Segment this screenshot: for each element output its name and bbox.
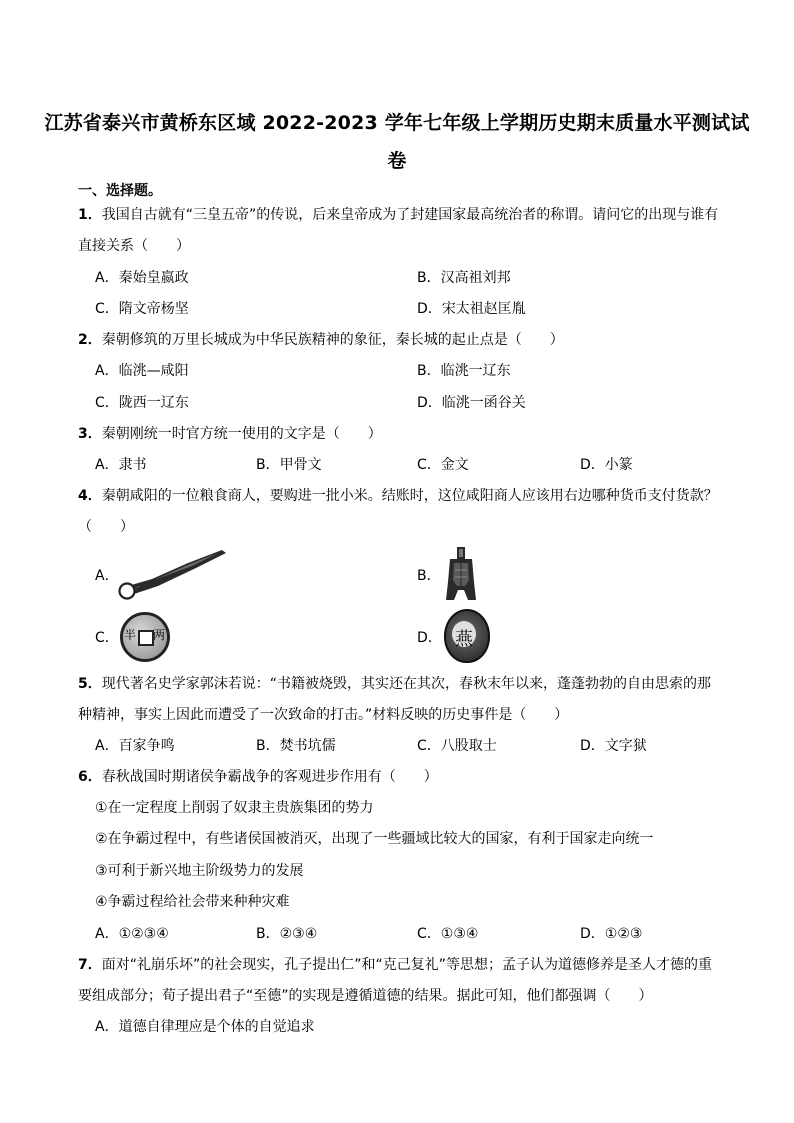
question-5: 5．现代著名史学家郭沫若说：“书籍被烧毁，其实还在其次，春秋末年以来，蓬蓬勃勃的自由思索的那: [78, 676, 712, 692]
q6-statement-3: ③可利于新兴地主阶级势力的发展: [95, 863, 304, 879]
question-1-text-cont: 直接关系（ ）: [78, 238, 190, 254]
q6-option-a[interactable]: A．①②③④: [95, 926, 169, 942]
q2-option-a[interactable]: A．临洮—咸阳: [95, 363, 189, 379]
q6-statement-2: ②在争霸过程中，有些诸侯国被消灭，出现了一些疆域比较大的国家，有利于国家走向统一: [95, 831, 654, 847]
question-1: 1．我国自古就有“三皇五帝”的传说，后来皇帝成为了封建国家最高统治者的称谓。请问它的出现与谁有: [78, 207, 719, 223]
question-3: 3．秦朝刚统一时官方统一使用的文字是（ ）: [78, 426, 382, 442]
page-title-continued: 卷: [387, 150, 407, 172]
question-4-text-cont: （ ）: [78, 519, 134, 535]
coin-char-liang: 两: [153, 628, 166, 642]
q7-option-a[interactable]: A．道德自律理应是个体的自觉追求: [95, 1019, 315, 1035]
q2-option-d[interactable]: D．临洮一函谷关: [417, 395, 526, 411]
q3-option-a[interactable]: A．隶书: [95, 457, 147, 473]
q6-option-c[interactable]: C．①③④: [417, 926, 479, 942]
question-2-text: 秦朝修筑的万里长城成为中华民族精神的象征，秦长城的起止点是（ ）: [101, 332, 564, 348]
q4-option-d[interactable]: D．: [417, 630, 442, 646]
spade-coin-image[interactable]: [444, 546, 478, 604]
page-title: 江苏省泰兴市黄桥东区域 2022-2023 学年七年级上学期历史期末质量水平测试试: [44, 112, 750, 134]
q6-option-b[interactable]: B．②③④: [256, 926, 318, 942]
knife-coin-image[interactable]: [118, 546, 230, 604]
q6-statement-1: ①在一定程度上削弱了奴隶主贵族集团的势力: [95, 800, 374, 816]
q1-option-d[interactable]: D．宋太祖赵匡胤: [417, 301, 526, 317]
question-1-text: 我国自古就有“三皇五帝”的传说，后来皇帝成为了封建国家最高统治者的称谓。请问它的出现与谁有: [101, 207, 719, 223]
q2-option-c[interactable]: C．陇西一辽东: [95, 395, 189, 411]
q5-option-a[interactable]: A．百家争鸣: [95, 738, 175, 754]
q5-option-b[interactable]: B．焚书坑儒: [256, 738, 336, 754]
q3-option-b[interactable]: B．甲骨文: [256, 457, 322, 473]
q1-option-c[interactable]: C．隋文帝杨坚: [95, 301, 189, 317]
question-7-text: 面对“礼崩乐坏”的社会现实，孔子提出仁”和“克己复礼”等思想；孟子认为道德修养是圣人才德的重: [101, 957, 713, 973]
q4-option-c[interactable]: C．: [95, 630, 119, 646]
q3-option-d[interactable]: D．小篆: [580, 457, 633, 473]
q4-option-a[interactable]: A．: [95, 568, 119, 584]
section-heading: 一、选择题。: [78, 183, 162, 199]
q1-option-b[interactable]: B．汉高祖刘邦: [417, 270, 511, 286]
q6-option-d[interactable]: D．①②③: [580, 926, 643, 942]
q5-option-d[interactable]: D．文字狱: [580, 738, 647, 754]
question-7: 7．面对“礼崩乐坏”的社会现实，孔子提出仁”和“克己复礼”等思想；孟子认为道德修养是圣人才德的重: [78, 957, 713, 973]
coin-char-d: 燕: [455, 629, 473, 650]
q1-option-a[interactable]: A．秦始皇嬴政: [95, 270, 189, 286]
question-2: 2．秦朝修筑的万里长城成为中华民族精神的象征，秦长城的起止点是（ ）: [78, 332, 564, 348]
question-7-text-cont: 要组成部分；荀子提出君子“至德”的实现是遵循道德的结果。据此可知，他们都强调（ ）: [78, 988, 653, 1004]
question-5-text: 现代著名史学家郭沫若说：“书籍被烧毁，其实还在其次，春秋末年以来，蓬蓬勃勃的自由思索的那: [101, 676, 712, 692]
q2-option-b[interactable]: B．临洮一辽东: [417, 363, 511, 379]
question-4-text: 秦朝咸阳的一位粮食商人，要购进一批小米。结账时，这位咸阳商人应该用右边哪种货币支付货款？: [101, 488, 718, 504]
question-4: 4．秦朝咸阳的一位粮食商人，要购进一批小米。结账时，这位咸阳商人应该用右边哪种货币支付货款？: [78, 488, 718, 504]
ban-liang-coin-image[interactable]: [120, 612, 170, 662]
q3-option-c[interactable]: C．金文: [417, 457, 469, 473]
question-6: 6．春秋战国时期诸侯争霸战争的客观进步作用有（ ）: [78, 769, 438, 785]
question-6-text: 春秋战国时期诸侯争霸战争的客观进步作用有（ ）: [101, 769, 438, 785]
question-3-text: 秦朝刚统一时官方统一使用的文字是（ ）: [101, 426, 382, 442]
q5-option-c[interactable]: C．八股取士: [417, 738, 497, 754]
q6-statement-4: ④争霸过程给社会带来种种灾难: [95, 894, 290, 910]
question-5-text-cont: 种精神，事实上因此而遭受了一次致命的打击。”材料反映的历史事件是（ ）: [78, 707, 569, 723]
q4-option-b[interactable]: B．: [417, 568, 441, 584]
coin-char-ban: 半: [124, 628, 137, 642]
ant-nose-coin-image[interactable]: [444, 609, 488, 663]
